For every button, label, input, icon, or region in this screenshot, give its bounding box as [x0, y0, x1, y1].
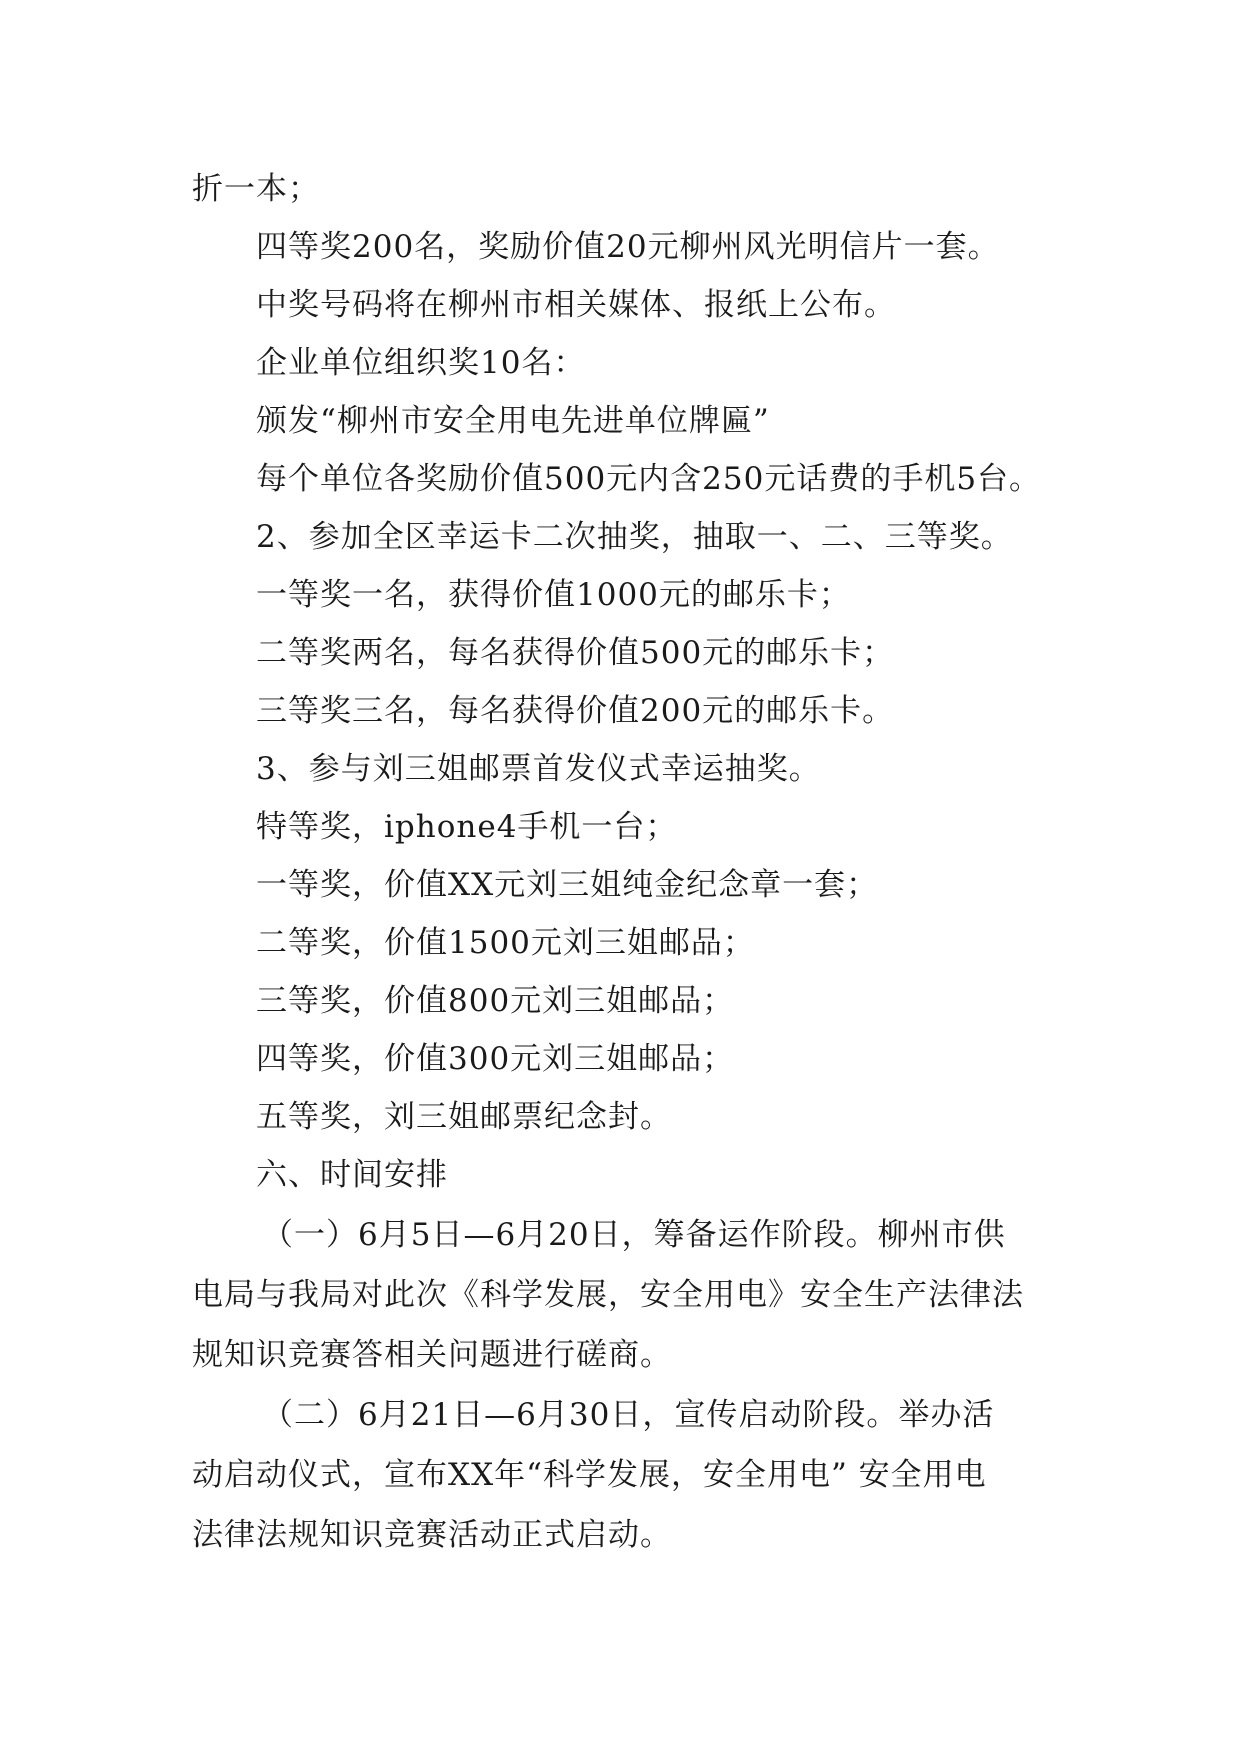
text-line: 一等奖，价值XX元刘三姐纯金纪念章一套； — [256, 867, 879, 903]
text-line: 企业单位组织奖10名： — [256, 345, 586, 381]
text-line: 二等奖，价值1500元刘三姐邮品； — [256, 925, 755, 961]
text-line: 电局与我局对此次《科学发展，安全用电》安全生产法律法 — [192, 1277, 1024, 1313]
text-line: 每个单位各奖励价值500元内含250元话费的手机5台。 — [256, 461, 1042, 497]
text-line: 四等奖200名，奖励价值20元柳州风光明信片一套。 — [256, 229, 1000, 265]
text-line: 二等奖两名，每名获得价值500元的邮乐卡； — [256, 635, 895, 671]
text-line: 2、参加全区幸运卡二次抽奖，抽取一、二、三等奖。 — [256, 519, 1013, 555]
text-line: 规知识竞赛答相关问题进行磋商。 — [192, 1337, 672, 1373]
text-line: 中奖号码将在柳州市相关媒体、报纸上公布。 — [256, 287, 896, 323]
text-line: 三等奖，价值800元刘三姐邮品； — [256, 983, 735, 1019]
text-line: （二）6月21日—6月30日，宣传启动阶段。举办活 — [262, 1397, 995, 1433]
section-heading: 六、时间安排 — [256, 1157, 448, 1193]
text-line: 动启动仪式，宣布XX年“科学发展，安全用电” 安全用电 — [192, 1457, 987, 1493]
text-line: 四等奖，价值300元刘三姐邮品； — [256, 1041, 735, 1077]
text-line: 三等奖三名，每名获得价值200元的邮乐卡。 — [256, 693, 895, 729]
text-line: 折一本； — [192, 171, 320, 207]
text-line: 一等奖一名，获得价值1000元的邮乐卡； — [256, 577, 851, 613]
text-line: 特等奖，iphone4手机一台； — [256, 809, 678, 845]
text-line: 3、参与刘三姐邮票首发仪式幸运抽奖。 — [256, 751, 821, 787]
text-line: 颁发“柳州市安全用电先进单位牌匾” — [256, 403, 770, 439]
text-line: （一）6月5日—6月20日，筹备运作阶段。柳州市供 — [262, 1217, 1006, 1253]
text-line: 五等奖，刘三姐邮票纪念封。 — [256, 1099, 672, 1135]
text-line: 法律法规知识竞赛活动正式启动。 — [192, 1517, 672, 1553]
